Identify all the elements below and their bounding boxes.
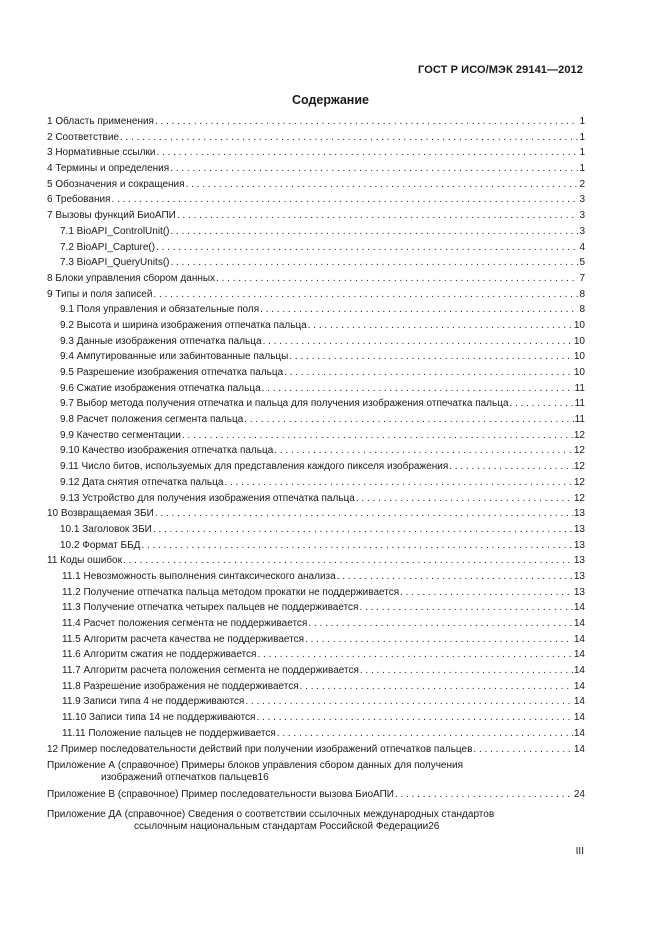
toc-entry[interactable] [47, 116, 585, 132]
toc-entry[interactable] [47, 493, 585, 509]
toc-leader-dots [224, 477, 572, 488]
toc-entry[interactable] [47, 571, 585, 587]
toc-entry-label: 9.5 Разрешение изображения отпечатка пальца [60, 367, 284, 378]
toc-entry-label: 11.8 Разрешение изображения не поддерживается [62, 680, 299, 692]
toc-entry-page: 12 [573, 429, 585, 441]
toc-entry[interactable] [47, 273, 585, 289]
toc-entry[interactable] [47, 194, 585, 210]
toc-leader-dots [449, 461, 573, 472]
toc-entry-label: 11.10 Записи типа 14 не поддерживаются [62, 712, 256, 724]
toc-entry-page: 14 [573, 696, 585, 708]
toc-entry-page: 10 [573, 319, 585, 331]
toc-leader-dots [111, 194, 578, 205]
toc-entry-annex-b[interactable] [47, 789, 585, 805]
toc-entry-page: 14 [573, 665, 585, 677]
toc-entry-label: 11.11 Положение пальцев не поддерживается [62, 727, 276, 739]
toc-entry-label: 8 Блоки управления сбором данных [47, 272, 216, 284]
toc-entry-page: 14 [573, 602, 585, 614]
toc-entry[interactable] [47, 587, 585, 603]
toc-entry[interactable] [47, 477, 585, 493]
toc-entry-label: Приложение В (справочное) Пример последовательности вызова БиоАПИ [47, 789, 394, 801]
toc-entry[interactable] [47, 242, 585, 258]
toc-entry-page: 11 [574, 382, 585, 394]
toc-leader-dots [359, 602, 572, 613]
toc-entry-page: 10 [573, 367, 585, 378]
toc-entry[interactable] [47, 257, 585, 273]
toc-leader-dots [395, 789, 573, 800]
toc-leader-dots [245, 696, 573, 707]
toc-entry-label: 10.2 Формат ББД [60, 539, 141, 551]
toc-entry[interactable] [47, 712, 585, 728]
toc-entry[interactable] [47, 304, 585, 320]
toc-leader-dots [171, 257, 579, 268]
toc-entry-page: 26 [428, 820, 440, 832]
toc-entry[interactable] [47, 414, 585, 430]
toc-entry-page: 4 [579, 241, 585, 253]
document-header: ГОСТ Р ИСО/МЭК 29141—2012 [418, 64, 583, 76]
toc-entry-annex-a[interactable] [47, 759, 585, 786]
toc-entry-label: 9.6 Сжатие изображения отпечатка пальца [60, 382, 261, 394]
toc-leader-dots [473, 744, 572, 755]
toc-leader-dots [356, 493, 573, 504]
toc-entry-page: 14 [573, 727, 585, 739]
toc-entry-page: 24 [573, 789, 585, 801]
toc-entry[interactable] [47, 555, 585, 571]
toc-entry[interactable] [47, 289, 585, 305]
toc-leader-dots [156, 242, 578, 253]
toc-entry-label: 9.4 Ампутированные или забинтованные пальцы [60, 351, 289, 363]
toc-leader-dots [177, 210, 579, 221]
toc-entry[interactable] [47, 445, 585, 461]
toc-leader-dots [141, 540, 572, 551]
toc-leader-dots [123, 555, 573, 566]
toc-entry[interactable] [47, 744, 585, 760]
toc-leader-dots [244, 414, 573, 425]
toc-entry[interactable] [47, 163, 585, 179]
toc-entry[interactable] [47, 210, 585, 226]
toc-entry[interactable] [47, 367, 585, 383]
toc-leader-dots [300, 681, 573, 692]
toc-entry[interactable] [47, 508, 585, 524]
toc-entry-label: 9.1 Поля управления и обязательные поля [60, 304, 260, 316]
toc-leader-dots [277, 728, 573, 739]
toc-entry[interactable] [47, 681, 585, 697]
toc-entry-page: 1 [579, 163, 585, 175]
toc-entry[interactable] [47, 665, 585, 681]
toc-entry-label: 7 Вызовы функций БиоАПИ [47, 210, 176, 222]
toc-leader-dots [171, 226, 579, 237]
toc-leader-dots [155, 116, 578, 127]
toc-leader-dots [182, 430, 573, 441]
toc-entry-label: 12 Пример последовательности действий при получении изображений отпечатков пальцев [47, 743, 473, 755]
toc-entry-page: 10 [573, 351, 585, 363]
toc-entry[interactable] [47, 696, 585, 712]
toc-entry[interactable] [47, 461, 585, 477]
toc-entry[interactable] [47, 728, 585, 744]
toc-leader-dots [153, 524, 573, 535]
toc-entry-page: 12 [573, 492, 585, 504]
toc-entry-page: 13 [573, 570, 585, 582]
toc-leader-dots [156, 147, 578, 158]
toc-entry-page: 8 [579, 288, 585, 300]
toc-entry-page: 14 [573, 649, 585, 661]
toc-entry-page: 13 [573, 508, 585, 520]
toc-entry-label: 9 Типы и поля записей [47, 288, 153, 300]
toc-entry[interactable] [47, 336, 585, 352]
toc-entry-page: 14 [573, 680, 585, 692]
toc-entry-label-continued: ссылочным национальным стандартам Российской Федерации [134, 820, 429, 832]
toc-entry-label: 5 Обозначения и сокращения [47, 178, 185, 190]
toc-entry-page: 14 [573, 743, 585, 755]
toc-entry-page: 3 [579, 210, 585, 222]
toc-entry-label: 6 Требования [47, 194, 111, 206]
toc-entry[interactable] [47, 351, 585, 367]
toc-entry-page: 5 [579, 257, 585, 269]
page-title: Содержание [291, 93, 369, 107]
toc-entry-page: 12 [573, 445, 585, 457]
toc-entry-page: 13 [573, 555, 585, 567]
toc-entry-page: 14 [573, 712, 585, 724]
toc-entry[interactable] [47, 540, 585, 556]
toc-entry[interactable] [47, 602, 585, 618]
toc-entry-page: 12 [573, 461, 585, 473]
toc-entry-label: 9.13 Устройство для получения изображения отпечатка пальца [60, 492, 355, 504]
toc-entry-page: 1 [579, 147, 585, 159]
toc-leader-dots [262, 383, 574, 394]
toc-entry-label: 9.7 Выбор метода получения отпечатка и пальца для получения изображения отпечатка пальца [60, 398, 509, 410]
toc-leader-dots [153, 289, 578, 300]
toc-entry[interactable] [47, 226, 585, 242]
toc-leader-dots [216, 273, 578, 284]
toc-entry-label: Приложение А (справочное) Примеры блоков управления сбором данных для получения [47, 760, 464, 772]
toc-leader-dots [170, 163, 578, 174]
toc-entry-label: 11.4 Расчет положения сегмента не поддерживается [62, 618, 308, 629]
toc-entry[interactable] [47, 147, 585, 163]
toc-leader-dots [186, 179, 579, 190]
toc-leader-dots [274, 445, 573, 456]
toc-entry-page: 8 [579, 304, 585, 316]
toc-entry-label: 9.2 Высота и ширина изображения отпечатка пальца [60, 319, 307, 331]
toc-entry[interactable] [47, 320, 585, 336]
toc-entry-label: 11.3 Получение отпечатка четырех пальцев не поддерживается [62, 602, 359, 614]
toc-entry-page: 12 [573, 476, 585, 488]
toc-entries [47, 116, 585, 759]
toc-entry-label: 11.9 Записи типа 4 не поддерживаются [62, 696, 245, 708]
toc-entry-page: 10 [573, 335, 585, 347]
toc-entry-label: 11.1 Невозможность выполнения синтаксического анализа [62, 570, 336, 582]
toc-entry-label: 9.3 Данные изображения отпечатка пальца [60, 335, 262, 347]
toc-entry[interactable] [47, 634, 585, 650]
toc-entry-label: 11.7 Алгоритм расчета положения сегмента не поддерживается [62, 665, 359, 677]
toc-entry[interactable] [47, 383, 585, 399]
toc-leader-dots [284, 367, 573, 378]
toc-leader-dots [308, 618, 573, 629]
toc-leader-dots [337, 571, 573, 582]
toc-leader-dots [510, 398, 574, 409]
toc-leader-dots [257, 649, 572, 660]
toc-entry-label: 9.12 Дата снятия отпечатка пальца [60, 476, 224, 488]
toc-entry-page: 11 [574, 414, 585, 426]
toc-entry-label: 10.1 Заголовок ЗБИ [60, 523, 152, 535]
toc-entry[interactable] [47, 524, 585, 540]
toc-entry-annex-da[interactable] [47, 808, 585, 835]
toc-leader-dots [289, 351, 573, 362]
toc-entry-page: 3 [579, 225, 585, 237]
toc-entry-page: 1 [579, 116, 585, 127]
page-number: III [575, 846, 584, 857]
toc-entry-label: 11 Коды ошибок [47, 555, 122, 567]
toc-leader-dots [256, 712, 572, 723]
toc-entry-label-continued: изображений отпечатков пальцев [101, 772, 258, 784]
toc-entry-label: 9.9 Качество сегментации [60, 429, 181, 441]
toc-entry-label: 11.5 Алгоритм расчета качества не поддерживается [62, 633, 305, 645]
toc-entry-label: 2 Соответствие [47, 131, 119, 143]
toc-entry-page: 13 [573, 586, 585, 598]
toc-entry-label: 3 Нормативные ссылки [47, 147, 156, 159]
toc-entry-page: 1 [579, 131, 585, 143]
table-of-contents [47, 116, 585, 835]
toc-leader-dots [120, 132, 578, 143]
toc-entry-label: Приложение ДА (справочное) Сведения о соответствии ссылочных международных стандартов [47, 808, 495, 820]
toc-entry-page: 13 [573, 523, 585, 535]
toc-entry[interactable] [47, 649, 585, 665]
toc-leader-dots [308, 320, 573, 331]
toc-entry-page: 7 [579, 272, 585, 284]
toc-entry-label: 11.6 Алгоритм сжатия не поддерживается [62, 649, 257, 661]
toc-leader-dots [360, 665, 573, 676]
toc-leader-dots [400, 587, 573, 598]
toc-entry-label: 9.10 Качество изображения отпечатка пальца [60, 445, 274, 457]
toc-entry[interactable] [47, 179, 585, 195]
toc-entry-label: 1 Область применения [47, 116, 154, 127]
toc-leader-dots [263, 336, 573, 347]
toc-entry-page: 11 [574, 398, 585, 410]
toc-entry-page: 3 [579, 194, 585, 206]
toc-entry-page: 13 [573, 539, 585, 551]
toc-leader-dots [305, 634, 573, 645]
toc-entry[interactable] [47, 398, 585, 414]
toc-entry-page: 14 [573, 633, 585, 645]
toc-leader-dots [260, 304, 578, 315]
toc-leader-dots [155, 508, 573, 519]
toc-entry[interactable] [47, 430, 585, 446]
toc-entry-label: 4 Термины и определения [47, 163, 170, 175]
toc-entry-label: 9.8 Расчет положения сегмента пальца [60, 414, 244, 426]
toc-entry[interactable] [47, 132, 585, 148]
toc-entry-label: 10 Возвращаемая ЗБИ [47, 508, 154, 520]
toc-entry-label: 7.1 BioAPI_ControlUnit() [60, 225, 170, 237]
toc-entry-label: 7.3 BioAPI_QueryUnits() [60, 257, 170, 269]
toc-entry[interactable] [47, 618, 585, 634]
toc-entry-page: 16 [257, 772, 269, 784]
toc-entry-label: 7.2 BioAPI_Capture() [60, 241, 156, 253]
toc-entry-page: 2 [579, 178, 585, 190]
toc-entry-label: 11.2 Получение отпечатка пальца методом прокатки не поддерживается [62, 586, 400, 598]
toc-entry-label: 9.11 Число битов, используемых для представления каждого пикселя изображения [60, 461, 449, 473]
toc-entry-page: 14 [573, 618, 585, 629]
